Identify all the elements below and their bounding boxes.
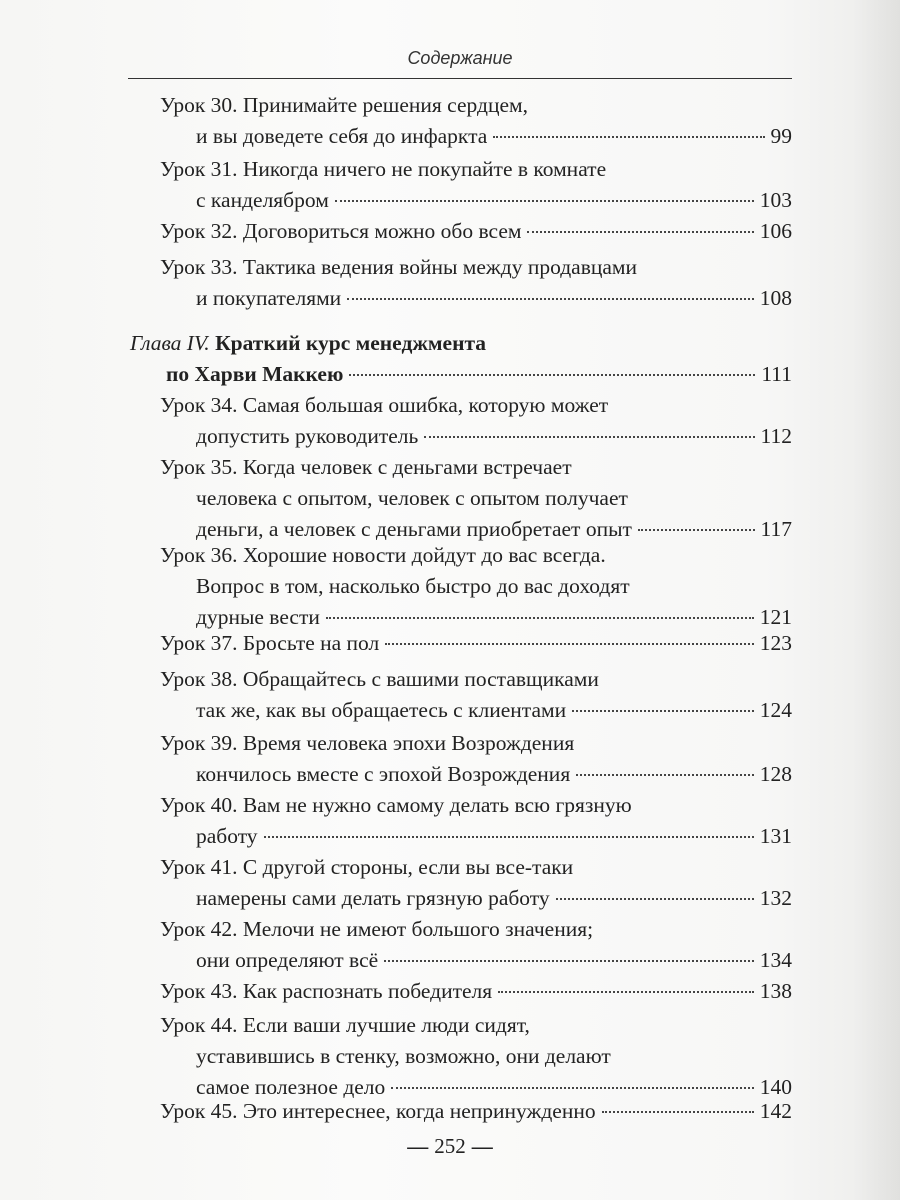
toc-text: деньги, а человек с деньгами приобретает опыт — [196, 517, 632, 541]
toc-entry-lesson-40 — [160, 790, 792, 852]
toc-text: так же, как вы обращаетесь с клиентами — [196, 698, 567, 722]
toc-entry-lesson-39 — [160, 728, 792, 790]
toc-line — [130, 359, 792, 390]
leader-dots — [385, 643, 753, 645]
leader-dots — [424, 436, 754, 438]
leader-dots — [576, 774, 754, 776]
toc-entry-lesson-35 — [160, 452, 792, 545]
page-number: 103 — [759, 188, 792, 212]
toc-line — [160, 695, 792, 726]
toc-entry-lesson-42 — [160, 914, 792, 976]
leader-dots — [572, 710, 754, 712]
toc-text: Урок 30. Принимайте решения сердцем, — [160, 93, 528, 117]
toc-text: допустить руководитель — [196, 424, 419, 448]
toc-entry-lesson-30 — [160, 90, 792, 152]
page-number: 131 — [759, 824, 792, 848]
page-number: 106 — [759, 219, 792, 243]
toc-text: Урок 37. Бросьте на пол — [160, 631, 380, 655]
toc-line — [160, 571, 792, 602]
leader-dots — [326, 617, 754, 619]
page-number: 138 — [759, 979, 792, 1003]
page-number: 112 — [760, 424, 792, 448]
toc-text: Урок 35. Когда человек с деньгами встречает — [160, 455, 572, 479]
toc-text: Урок 44. Если ваши лучшие люди сидят, — [160, 1013, 530, 1037]
header-rule — [128, 78, 792, 79]
chapter-title: Краткий курс менеджмента — [215, 331, 487, 355]
toc-line — [160, 728, 792, 759]
page-number: 124 — [759, 698, 792, 722]
toc-text: Урок 39. Время человека эпохи Возрождения — [160, 731, 575, 755]
toc-line — [160, 483, 792, 514]
toc-text: Урок 43. Как распознать победителя — [160, 979, 493, 1003]
toc-line — [160, 154, 792, 185]
page-number: 121 — [759, 605, 792, 629]
toc-text: Урок 36. Хорошие новости дойдут до вас всегда. — [160, 543, 606, 567]
chapter-label: Глава IV. — [130, 331, 210, 355]
page-number: 111 — [761, 362, 792, 386]
toc-line — [160, 790, 792, 821]
toc-entry-lesson-45 — [160, 1096, 792, 1127]
toc-line — [160, 185, 792, 216]
toc-entry-lesson-33 — [160, 252, 792, 314]
leader-dots — [556, 898, 754, 900]
page-number: 140 — [759, 1075, 792, 1099]
leader-dots — [638, 529, 755, 531]
toc-text: уставившись в стенку, возможно, они делают — [196, 1044, 611, 1068]
toc-text: Урок 42. Мелочи не имеют большого значения; — [160, 917, 594, 941]
toc-text: Урок 31. Никогда ничего не покупайте в комнате — [160, 157, 607, 181]
toc-text: кончилось вместе с эпохой Возрождения — [196, 762, 571, 786]
toc-text: намерены сами делать грязную работу — [196, 886, 550, 910]
toc-entry-lesson-43 — [160, 976, 792, 1007]
toc-line — [160, 852, 792, 883]
toc-entry-lesson-31 — [160, 154, 792, 216]
running-header: Содержание — [407, 48, 513, 68]
leader-dots — [384, 960, 754, 962]
folio-number: 252 — [434, 1134, 466, 1158]
leader-dots — [498, 991, 754, 993]
toc-line — [160, 883, 792, 914]
leader-dots — [391, 1087, 753, 1089]
leader-dots — [602, 1111, 754, 1113]
toc-line — [160, 821, 792, 852]
toc-line — [160, 452, 792, 483]
toc-line — [160, 759, 792, 790]
toc-line — [160, 216, 792, 247]
toc-text: человека с опытом, человек с опытом получает — [196, 486, 628, 510]
toc-text: с канделябром — [196, 188, 329, 212]
page-number: 142 — [759, 1099, 792, 1123]
toc-text: дурные вести — [196, 605, 320, 629]
toc-line — [160, 252, 792, 283]
toc-text: Вопрос в том, насколько быстро до вас доходят — [196, 574, 630, 598]
toc-entry-lesson-44 — [160, 1010, 792, 1103]
toc-entry-lesson-34 — [160, 390, 792, 452]
toc-line — [160, 945, 792, 976]
toc-line — [160, 121, 792, 152]
toc-text: Урок 33. Тактика ведения войны между продавцами — [160, 255, 638, 279]
leader-dots — [264, 836, 754, 838]
toc-entry-lesson-37 — [160, 628, 792, 659]
toc-line — [160, 421, 792, 452]
page-number: 134 — [759, 948, 792, 972]
toc-text: Урок 38. Обращайтесь с вашими поставщиками — [160, 667, 599, 691]
toc-chapter-4 — [130, 328, 792, 390]
toc-line — [160, 976, 792, 1007]
toc-text: работу — [196, 824, 258, 848]
toc-text: они определяют всё — [196, 948, 379, 972]
page-folio — [0, 1134, 900, 1159]
toc-line — [160, 540, 792, 571]
toc-line — [160, 1010, 792, 1041]
chapter-title: по Харви Маккею — [166, 362, 344, 386]
toc-text: Урок 41. С другой стороны, если вы все-таки — [160, 855, 574, 879]
toc-entry-lesson-41 — [160, 852, 792, 914]
page-gutter-shadow — [852, 0, 900, 1200]
page-number: 117 — [760, 517, 792, 541]
leader-dots — [527, 231, 753, 233]
toc-entry-lesson-38 — [160, 664, 792, 726]
toc-line — [130, 328, 792, 359]
page-number: 132 — [759, 886, 792, 910]
folio-dash-left: — — [407, 1134, 429, 1158]
page-number: 123 — [759, 631, 792, 655]
toc-text: и вы доведете себя до инфаркта — [196, 124, 488, 148]
toc-text: Урок 45. Это интереснее, когда непринужденно — [160, 1099, 596, 1123]
page-number: 99 — [770, 124, 792, 148]
toc-text: Урок 32. Договориться можно обо всем — [160, 219, 522, 243]
leader-dots — [347, 298, 754, 300]
toc-line — [160, 90, 792, 121]
toc-line — [160, 914, 792, 945]
toc-line — [160, 1041, 792, 1072]
toc-text: самое полезное дело — [196, 1075, 386, 1099]
toc-line — [160, 390, 792, 421]
toc-text: и покупателями — [196, 286, 342, 310]
toc-line — [160, 283, 792, 314]
toc-line — [160, 1096, 792, 1127]
leader-dots — [349, 374, 755, 376]
page-number: 128 — [759, 762, 792, 786]
page-number: 108 — [759, 286, 792, 310]
leader-dots — [493, 136, 764, 138]
toc-entry-lesson-36 — [160, 540, 792, 633]
toc-line — [160, 628, 792, 659]
folio-dash-right: — — [471, 1134, 493, 1158]
toc-text: Урок 40. Вам не нужно самому делать всю грязную — [160, 793, 632, 817]
toc-entry-lesson-32 — [160, 216, 792, 247]
toc-text: Урок 34. Самая большая ошибка, которую может — [160, 393, 609, 417]
toc-line — [160, 664, 792, 695]
leader-dots — [335, 200, 754, 202]
